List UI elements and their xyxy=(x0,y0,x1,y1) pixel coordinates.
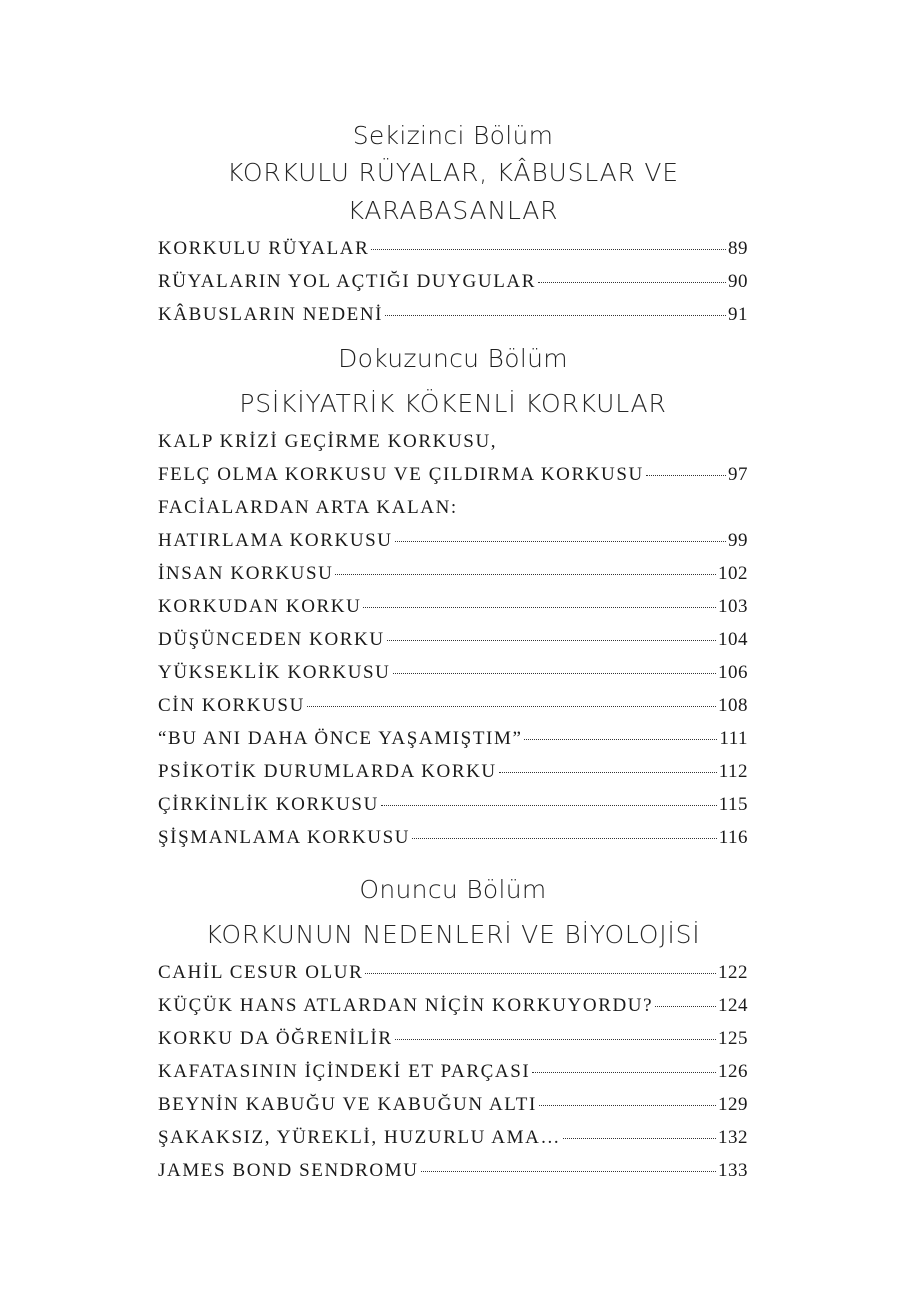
leader-dots xyxy=(385,315,726,316)
leader-dots xyxy=(335,574,716,575)
leader-dots xyxy=(393,673,716,674)
toc-entry-page: 102 xyxy=(718,563,748,584)
toc-entry-title: KALP KRİZİ GEÇİRME KORKUSU, xyxy=(158,431,498,452)
toc-entry[interactable] xyxy=(158,1022,748,1055)
toc-entry-title: KÂBUSLARIN NEDENİ xyxy=(158,304,384,325)
toc-entry-title: YÜKSEKLİK KORKUSU xyxy=(158,662,391,683)
toc-entry-title: FACİALARDAN ARTA KALAN: xyxy=(158,497,458,518)
chapter-label: Dokuzuncu Bölüm xyxy=(338,344,568,373)
toc-entry-page: 129 xyxy=(718,1094,748,1115)
leader-dots xyxy=(381,805,717,806)
toc-entry[interactable] xyxy=(158,524,748,557)
toc-entry[interactable] xyxy=(158,265,748,298)
toc-entry-title: KORKU DA ÖĞRENİLİR xyxy=(158,1028,393,1049)
toc-entry-title: BEYNİN KABUĞU VE KABUĞUN ALTI xyxy=(158,1094,537,1115)
toc-entry-title: İNSAN KORKUSU xyxy=(158,563,334,584)
toc-entry-page: 90 xyxy=(728,271,748,292)
leader-dots xyxy=(363,607,716,608)
toc-entry-title: CİN KORKUSU xyxy=(158,695,305,716)
leader-dots xyxy=(421,1171,716,1172)
toc-entry[interactable] xyxy=(158,1121,748,1154)
toc-entry-page: 97 xyxy=(728,464,748,485)
table-of-contents xyxy=(158,118,748,1187)
chapter-title-line: KORKULU RÜYALAR, KÂBUSLAR VE xyxy=(227,158,679,187)
toc-entry[interactable] xyxy=(158,298,748,331)
leader-dots xyxy=(499,772,717,773)
toc-entry-title: DÜŞÜNCEDEN KORKU xyxy=(158,629,385,650)
toc-entry[interactable] xyxy=(158,1154,748,1187)
toc-entry[interactable] xyxy=(158,956,748,989)
toc-entry[interactable] xyxy=(158,821,748,854)
toc-entry[interactable] xyxy=(158,590,748,623)
toc-entry-title: JAMES BOND SENDROMU xyxy=(158,1160,419,1181)
toc-entry-page: 125 xyxy=(718,1028,748,1049)
toc-entry-title: KÜÇÜK HANS ATLARDAN NİÇİN KORKUYORDU? xyxy=(158,995,654,1016)
toc-entry[interactable] xyxy=(158,1055,748,1088)
toc-entry-page: 104 xyxy=(718,629,748,650)
leader-dots xyxy=(412,838,717,839)
toc-entry-title: ŞAKAKSIZ, YÜREKLİ, HUZURLU AMA… xyxy=(158,1127,562,1148)
chapter-title-line: KORKUNUN NEDENLERİ VE BİYOLOJİSİ xyxy=(205,920,701,949)
leader-dots xyxy=(563,1138,716,1139)
toc-entry-title: KORKULU RÜYALAR xyxy=(158,238,370,259)
toc-entry-title: FELÇ OLMA KORKUSU VE ÇILDIRMA KORKUSU xyxy=(158,464,644,485)
toc-entry-page: 115 xyxy=(718,794,748,815)
leader-dots xyxy=(655,1006,716,1007)
toc-entry-page: 91 xyxy=(728,304,748,325)
chapter-label: Onuncu Bölüm xyxy=(359,875,547,904)
toc-entry-page: 112 xyxy=(718,761,748,782)
toc-entry-title: KORKUDAN KORKU xyxy=(158,596,362,617)
leader-dots xyxy=(538,282,726,283)
toc-entry-page: 99 xyxy=(728,530,748,551)
toc-entry[interactable] xyxy=(158,755,748,788)
toc-entry-page: 89 xyxy=(728,238,748,259)
toc-entry-page: 132 xyxy=(718,1127,748,1148)
toc-entry-title: HATIRLAMA KORKUSU xyxy=(158,530,393,551)
toc-entry[interactable] xyxy=(158,689,748,722)
leader-dots xyxy=(646,475,726,476)
leader-dots xyxy=(395,1039,716,1040)
chapter-8-section xyxy=(158,118,748,331)
leader-dots xyxy=(524,739,717,740)
toc-entry[interactable] xyxy=(158,458,748,491)
toc-entry[interactable] xyxy=(158,232,748,265)
leader-dots xyxy=(371,249,726,250)
chapter-label: Sekizinci Bölüm xyxy=(352,121,554,150)
toc-entry[interactable] xyxy=(158,557,748,590)
toc-entry-title: “BU ANI DAHA ÖNCE YAŞAMIŞTIM” xyxy=(158,728,523,749)
leader-dots xyxy=(365,973,716,974)
toc-entry-page: 116 xyxy=(718,827,748,848)
toc-entry-title: KAFATASININ İÇİNDEKİ ET PARÇASI xyxy=(158,1061,531,1082)
leader-dots xyxy=(395,541,726,542)
toc-entry-title: PSİKOTİK DURUMLARDA KORKU xyxy=(158,761,497,782)
toc-entry-page: 126 xyxy=(718,1061,748,1082)
toc-entry-title: ŞİŞMANLAMA KORKUSU xyxy=(158,827,411,848)
toc-entry-page: 122 xyxy=(718,962,748,983)
toc-entry-page: 106 xyxy=(718,662,748,683)
chapter-title-line: PSİKİYATRİK KÖKENLİ KORKULAR xyxy=(239,389,667,418)
toc-entry[interactable] xyxy=(158,425,748,458)
toc-entry-title: CAHİL CESUR OLUR xyxy=(158,962,364,983)
toc-entry[interactable] xyxy=(158,989,748,1022)
toc-entry[interactable] xyxy=(158,491,748,524)
leader-dots xyxy=(532,1072,716,1073)
toc-entry-page: 103 xyxy=(718,596,748,617)
toc-entry-title: ÇİRKİNLİK KORKUSU xyxy=(158,794,379,815)
chapter-10-section xyxy=(158,872,748,1187)
toc-entry[interactable] xyxy=(158,623,748,656)
toc-entry-title: RÜYALARIN YOL AÇTIĞI DUYGULAR xyxy=(158,271,536,292)
toc-entry-page: 124 xyxy=(718,995,748,1016)
leader-dots xyxy=(307,706,716,707)
toc-entry[interactable] xyxy=(158,722,748,755)
toc-entry-page: 111 xyxy=(719,728,748,749)
chapter-title-line: KARABASANLAR xyxy=(347,196,559,225)
leader-dots xyxy=(539,1105,716,1106)
toc-entry[interactable] xyxy=(158,656,748,689)
chapter-9-section xyxy=(158,341,748,854)
toc-entry[interactable] xyxy=(158,1088,748,1121)
leader-dots xyxy=(387,640,716,641)
toc-entry-page: 133 xyxy=(718,1160,748,1181)
toc-entry-page: 108 xyxy=(718,695,748,716)
toc-entry[interactable] xyxy=(158,788,748,821)
